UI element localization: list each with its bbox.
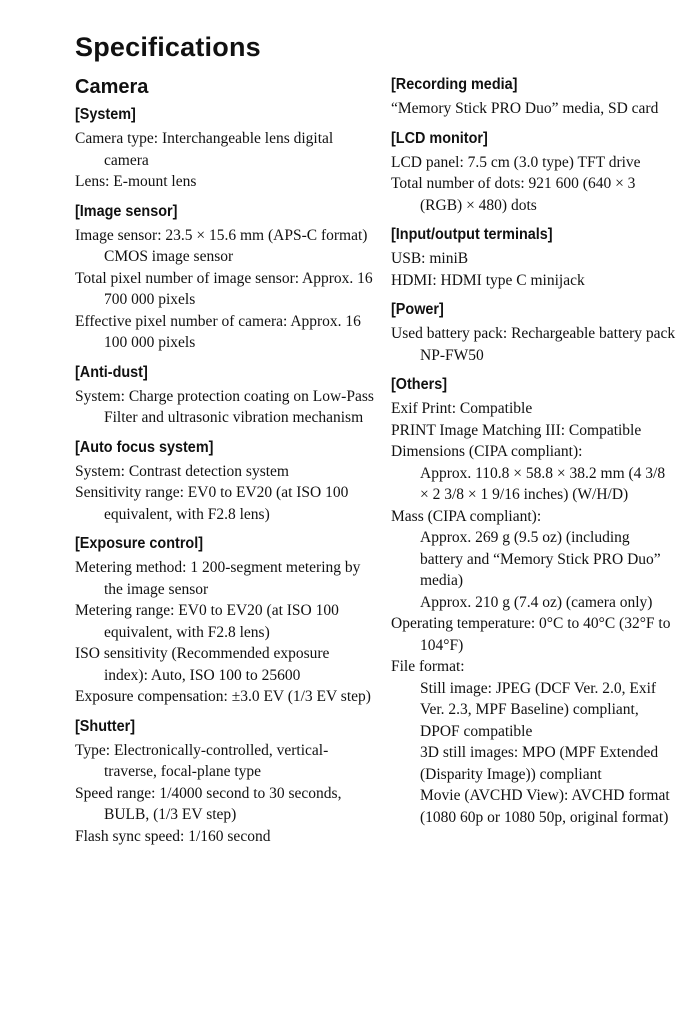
spec-line: Exposure compensation: ±3.0 EV (1/3 EV step) xyxy=(75,688,371,705)
spec-group-image-sensor xyxy=(75,201,375,354)
spec-line: Approx. 210 g (7.4 oz) (camera only) xyxy=(420,593,653,611)
spec-group-recording-media xyxy=(391,74,676,120)
spec-group-exposure-control xyxy=(75,533,375,708)
spec-line: Mass (CIPA compliant): xyxy=(391,507,542,525)
spec-group-shutter xyxy=(75,716,375,848)
spec-line: Image sensor: 23.5 × 15.6 mm (APS-C format) CMOS image sensor xyxy=(75,226,368,265)
section-title-camera: Camera xyxy=(75,76,149,98)
spec-line: File format: xyxy=(391,658,465,675)
spec-line: USB: miniB xyxy=(391,250,469,267)
spec-heading: [Anti-dust] xyxy=(75,363,148,381)
spec-line: LCD panel: 7.5 cm (3.0 type) TFT drive xyxy=(391,153,641,171)
spec-heading: [Others] xyxy=(391,376,448,393)
spec-heading: [Auto focus system] xyxy=(75,438,214,456)
spec-line: Metering method: 1 200-segment metering by the image sensor xyxy=(75,559,361,598)
spec-line: Exif Print: Compatible xyxy=(391,400,533,417)
spec-group-input-output-terminals xyxy=(391,224,676,291)
spec-line: Type: Electronically-controlled, vertical-traverse, focal-plane type xyxy=(75,741,329,780)
spec-line: Operating temperature: 0°C to 40°C (32°F to 104°F) xyxy=(391,615,671,654)
spec-heading: [Shutter] xyxy=(75,717,135,735)
spec-group-others xyxy=(391,374,676,828)
right-column xyxy=(391,74,676,836)
spec-line: “Memory Stick PRO Duo” media, SD card xyxy=(391,100,659,117)
spec-line: Approx. 110.8 × 58.8 × 38.2 mm (4 3/8 × 2 3/8 × 1 9/16 inches) (W/H/D) xyxy=(420,464,666,503)
spec-line: Effective pixel number of camera: Approx. 16 100 000 pixels xyxy=(75,312,361,351)
spec-heading: [LCD monitor] xyxy=(391,129,488,147)
spec-line: PRINT Image Matching III: Compatible xyxy=(391,421,642,439)
spec-group-system xyxy=(75,104,375,193)
left-column xyxy=(75,74,375,855)
spec-heading: [Image sensor] xyxy=(75,202,178,220)
spec-line: Total pixel number of image sensor: Approx. 16 700 000 pixels xyxy=(75,269,373,308)
spec-line: System: Charge protection coating on Low-Pass Filter and ultrasonic vibration mechanism xyxy=(75,387,374,426)
spec-line: Flash sync speed: 1/160 second xyxy=(75,827,271,845)
spec-line: Movie (AVCHD View): AVCHD format (1080 60p or 1080 50p, original format) xyxy=(420,787,670,826)
spec-group-lcd-monitor xyxy=(391,128,676,217)
spec-heading: [System] xyxy=(75,106,136,123)
spec-heading: [Recording media] xyxy=(391,76,518,93)
spec-line: HDMI: HDMI type C minijack xyxy=(391,271,585,289)
spec-line: Dimensions (CIPA compliant): xyxy=(391,443,583,460)
spec-line: Metering range: EV0 to EV20 (at ISO 100 equivalent, with F2.8 lens) xyxy=(75,602,339,641)
spec-line: 3D still images: MPO (MPF Extended (Disparity Image)) compliant xyxy=(420,744,659,783)
spec-line: Speed range: 1/4000 second to 30 seconds, BULB, (1/3 EV step) xyxy=(75,784,342,823)
spec-line: ISO sensitivity (Recommended exposure index): Auto, ISO 100 to 25600 xyxy=(75,645,330,684)
spec-heading: [Exposure control] xyxy=(75,535,204,552)
spec-group-auto-focus-system xyxy=(75,437,375,526)
spec-line: Sensitivity range: EV0 to EV20 (at ISO 100 equivalent, with F2.8 lens) xyxy=(75,484,349,523)
spec-group-power xyxy=(391,299,676,366)
spec-line: Lens: E-mount lens xyxy=(75,173,197,190)
spec-heading: [Power] xyxy=(391,301,444,318)
spec-line: Camera type: Interchangeable lens digital camera xyxy=(75,130,334,169)
page-title: Specifications xyxy=(75,32,261,62)
spec-heading: [Input/output terminals] xyxy=(391,226,553,243)
spec-line: Approx. 269 g (9.5 oz) (including battery and “Memory Stick PRO Duo” media) xyxy=(420,529,661,589)
spec-line: Still image: JPEG (DCF Ver. 2.0, Exif Ver. 2.3, MPF Baseline) compliant, DPOF compatible xyxy=(420,679,657,740)
spec-group-anti-dust xyxy=(75,362,375,429)
spec-line: Used battery pack: Rechargeable battery pack NP-FW50 xyxy=(391,325,676,364)
spec-line: System: Contrast detection system xyxy=(75,462,289,480)
spec-line: Total number of dots: 921 600 (640 × 3 (RGB) × 480) dots xyxy=(391,175,636,214)
